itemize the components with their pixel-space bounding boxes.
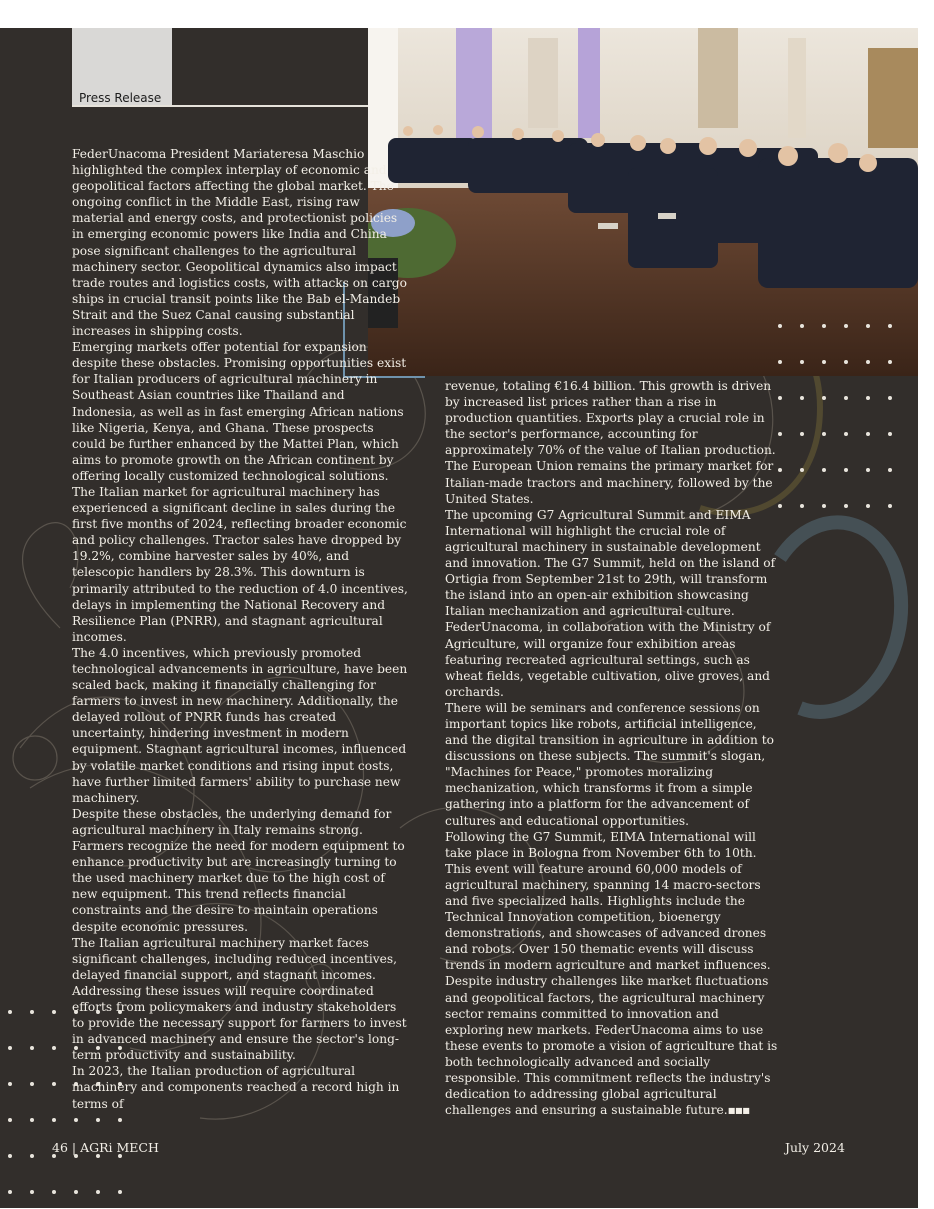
magazine-page — [0, 28, 918, 1208]
decorative-dot — [844, 324, 848, 328]
decorative-dot — [866, 324, 870, 328]
decorative-dot — [800, 468, 804, 472]
decorative-dot — [52, 1010, 56, 1014]
decorative-dot — [844, 504, 848, 508]
footer-date: July 2024 — [785, 1140, 845, 1155]
article-paragraph: FederUnacoma President Mariateresa Maschio highlighted the complex interplay of economic and geopolitical factors affecting the global market. The ongoing conflict in the Middle East, rising raw material and energy costs, and protectionist policies in emerging economic powers like India and China pose significant challenges to the agricultural machinery sector. Geopolitical dynamics also impact trade routes and logistics costs, with attacks on cargo ships in crucial transit points like the Bab el-Mandeb Strait and the Suez Canal causing substantial increases in shipping costs. — [72, 147, 407, 339]
conference-photo — [368, 28, 918, 376]
conference-hall-image — [368, 28, 918, 376]
decorative-dot — [778, 324, 782, 328]
decorative-dot — [30, 1082, 34, 1086]
decorative-dot — [822, 504, 826, 508]
decorative-dot — [888, 396, 892, 400]
decorative-dot — [800, 396, 804, 400]
decorative-dot — [96, 1118, 100, 1122]
decorative-dot — [8, 1190, 12, 1194]
decorative-dot — [118, 1190, 122, 1194]
decorative-dot — [800, 360, 804, 364]
decorative-dot — [52, 1082, 56, 1086]
decorative-dot — [52, 1190, 56, 1194]
decorative-dot — [8, 1154, 12, 1158]
decorative-dot — [888, 432, 892, 436]
article-paragraph: There will be seminars and conference sessions on important topics like robots, artificial intelligence, and the digital transition in agriculture in addition to discussions on these subjects. The summit's slogan, "Machines for Peace," promotes moralizing mechanization, which transforms it from a simple gathering into a platform for the advancement of cultures and educational opportunities. — [445, 700, 774, 828]
decorative-dot — [888, 468, 892, 472]
decorative-dot — [52, 1118, 56, 1122]
decorative-dot — [8, 1010, 12, 1014]
decorative-dot — [888, 324, 892, 328]
article-paragraph: The Italian market for agricultural machinery has experienced a significant decline in sales during the first five months of 2024, reflecting broader economic and policy challenges. Tractor sales have dropped by 19.2%, combine harvester sales by 40%, and telescopic handlers by 28.3%. This downturn is primarily attributed to the reduction of 4.0 incentives, delays in implementing the National Recovery and Resilience Plan (PNRR), and stagnant agricultural incomes. — [72, 484, 408, 644]
article-paragraph-text: Despite industry challenges like market fluctuations and geopolitical factors, the agricultural machinery sector remains committed to innovation and exploring new markets. FederUnacoma aims to use these events to promote a vision of agriculture that is both technologically advanced and socially responsible. This commitment reflects the industry's dedication to addressing global agricultural challenges and ensuring a sustainable future. — [445, 974, 778, 1118]
decorative-dot — [888, 360, 892, 364]
decorative-dot — [822, 396, 826, 400]
article-paragraph: Despite these obstacles, the underlying demand for agricultural machinery in Italy remains strong. Farmers recognize the need for modern equipment to enhance productivity but are increasingly turning to the used machinery market due to the high cost of new equipment. This trend reflects financial constraints and the desire to maintain operations despite economic pressures. — [72, 806, 405, 934]
article-left-column — [72, 146, 408, 1112]
decorative-dot — [822, 432, 826, 436]
decorative-dot — [844, 396, 848, 400]
decorative-dot — [866, 504, 870, 508]
decorative-dot — [8, 1046, 12, 1050]
decorative-dot — [844, 468, 848, 472]
end-of-article-mark: ▪▪▪ — [727, 1103, 750, 1118]
decorative-dot — [866, 396, 870, 400]
decorative-dot — [822, 468, 826, 472]
article-paragraph: Emerging markets offer potential for expansion despite these obstacles. Promising opportunities exist for Italian producers of agricultural machinery in Southeast Asian countries like Thailand and Indonesia, as well as in fast emerging African nations like Nigeria, Kenya, and Ghana. These prospects could be further enhanced by the Mattei Plan, which aims to promote growth on the African continent by offering locally customized technological solutions. — [72, 340, 407, 483]
decorative-dot — [778, 360, 782, 364]
decorative-dot — [800, 324, 804, 328]
decorative-dot — [8, 1118, 12, 1122]
decorative-dot — [888, 504, 892, 508]
article-right-column — [445, 378, 781, 1118]
decorative-dot — [866, 432, 870, 436]
decorative-dot — [866, 360, 870, 364]
article-paragraph: In 2023, the Italian production of agricultural machinery and components reached a record high in terms of — [72, 1064, 400, 1111]
article-paragraph: The 4.0 incentives, which previously promoted technological advancements in agriculture, have been scaled back, making it financially challenging for farmers to invest in new machinery. Additionally, the delayed rollout of PNRR funds has created uncertainty, hindering investment in modern equipment. Stagnant agricultural incomes, influenced by volatile market conditions and rising input costs, have further limited farmers' ability to purchase new machinery. — [72, 645, 408, 805]
decorative-dot — [822, 360, 826, 364]
decorative-dot — [118, 1118, 122, 1122]
decorative-dot — [52, 1046, 56, 1050]
decorative-dot — [30, 1190, 34, 1194]
decorative-dot — [74, 1118, 78, 1122]
decorative-dot — [30, 1010, 34, 1014]
article-paragraph: revenue, totaling €16.4 billion. This growth is driven by increased list prices rather than a rise in production quantities. Exports play a crucial role in the sector's performance, accounting for approximately 70% of the value of Italian production. The European Union remains the primary market for Italian-made tractors and machinery, followed by the United States. — [445, 379, 776, 506]
decorative-dot — [800, 504, 804, 508]
decorative-dot — [844, 360, 848, 364]
decorative-dot — [822, 324, 826, 328]
decorative-dot — [800, 432, 804, 436]
decorative-dot — [30, 1118, 34, 1122]
decorative-dot — [8, 1082, 12, 1086]
article-paragraph-last — [445, 973, 781, 1118]
article-paragraph: Following the G7 Summit, EIMA International will take place in Bologna from November 6th to 10th. This event will feature around 60,000 models of agricultural machinery, spanning 14 macro-sectors and five specialized halls. Highlights include the Technical Innovation competition, bioenergy demonstrations, and showcases of advanced drones and robots. Over 150 thematic events will discuss trends in modern agriculture and market influences. — [445, 829, 771, 973]
footer-page-info: 46 | AGRi MECH — [52, 1140, 159, 1155]
decorative-dot — [96, 1190, 100, 1194]
decorative-dot — [844, 432, 848, 436]
decorative-dot — [30, 1046, 34, 1050]
decorative-dot — [30, 1154, 34, 1158]
section-label: Press Release — [79, 91, 162, 105]
decorative-dot — [74, 1190, 78, 1194]
decorative-dot — [866, 468, 870, 472]
article-paragraph: The Italian agricultural machinery market faces significant challenges, including reduced incentives, delayed financial support, and stagnant incomes. Addressing these issues will require coordinated efforts from policymakers and industry stakeholders to provide the necessary support for farmers to invest in advanced machinery and ensure the sector's long-term productivity and sustainability. — [72, 935, 407, 1063]
article-paragraph: The upcoming G7 Agricultural Summit and EIMA International will highlight the crucial role of agricultural machinery in sustainable development and innovation. The G7 Summit, held on the island of Ortigia from September 21st to 29th, will transform the island into an open-air exhibition showcasing Italian mechanization and agricultural culture. FederUnacoma, in collaboration with the Ministry of Agriculture, will organize four exhibition areas featuring recreated agricultural settings, such as wheat fields, vegetable cultivation, olive groves, and orchards. — [445, 507, 776, 699]
